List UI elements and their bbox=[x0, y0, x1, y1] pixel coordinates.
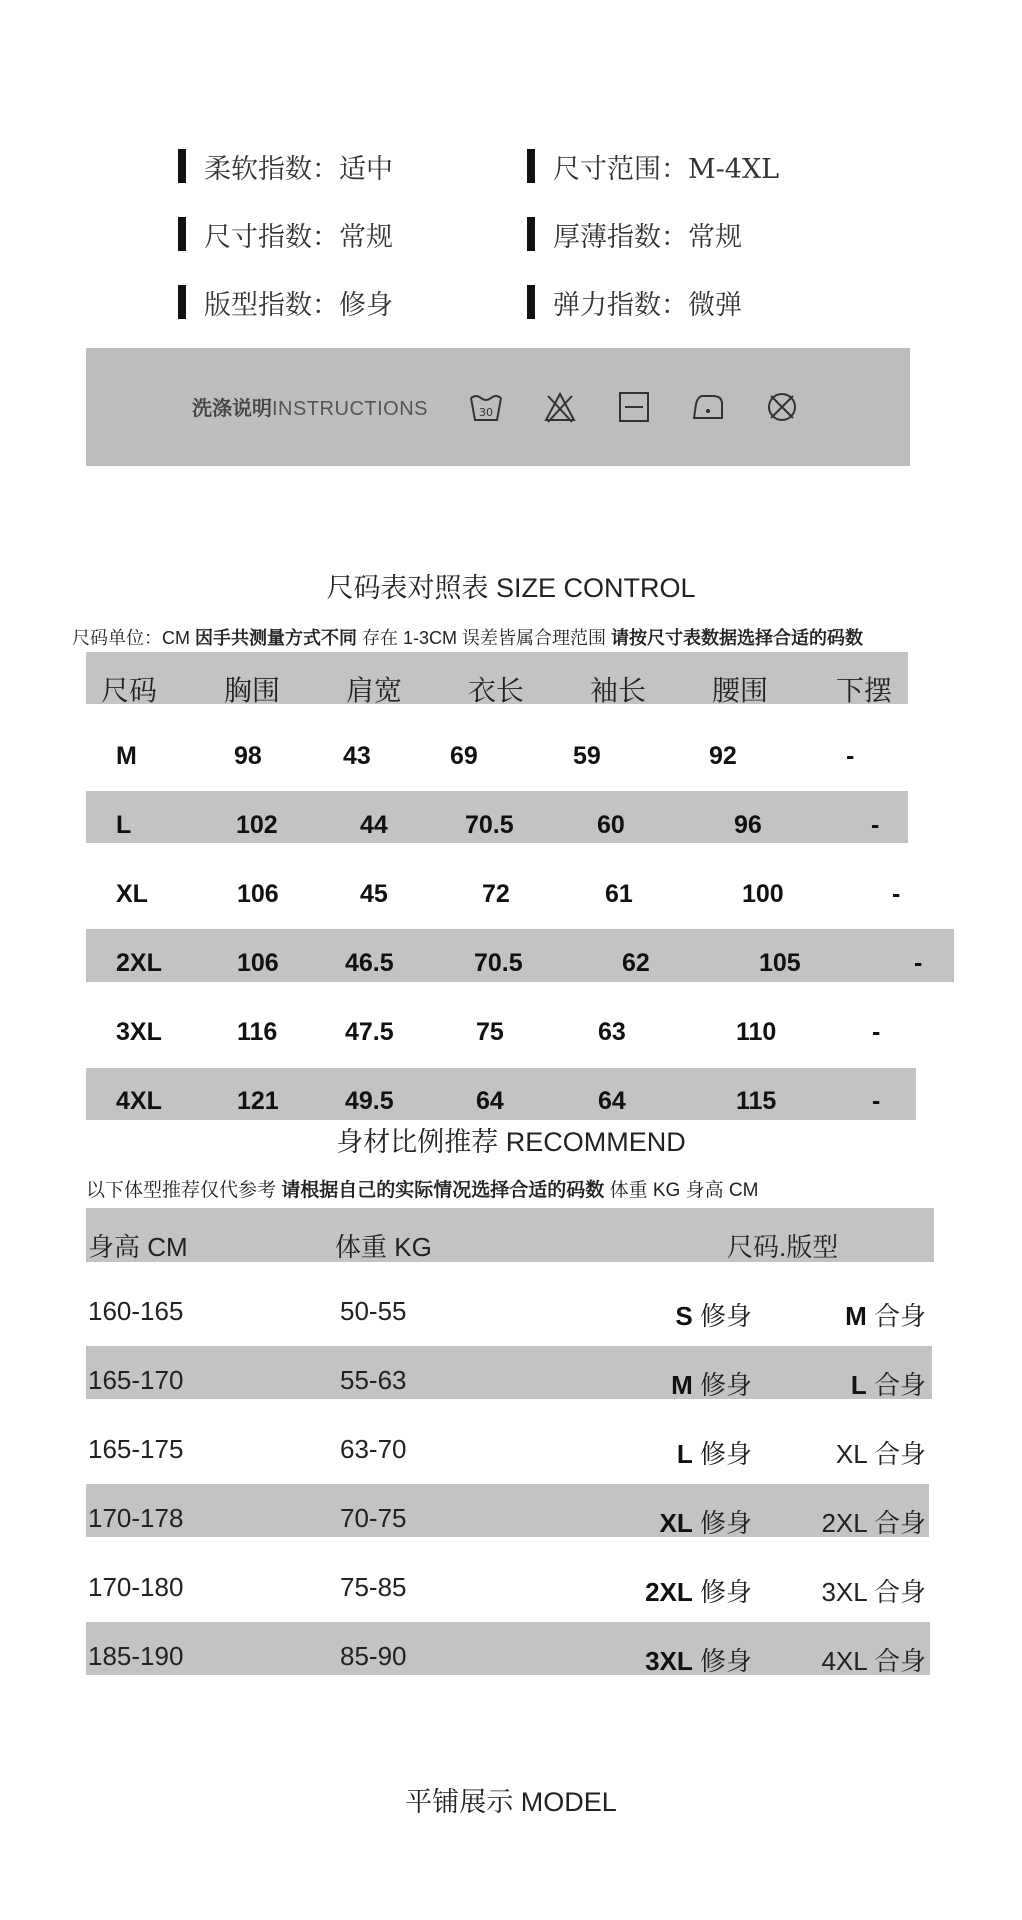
recommend-row-band bbox=[86, 1346, 932, 1399]
recommend-title: 身材比例推荐 RECOMMEND bbox=[336, 1127, 686, 1157]
size-header-cell: 腰围 bbox=[712, 674, 769, 707]
no-bleach-icon bbox=[543, 390, 577, 424]
size-cell: 121 bbox=[237, 1087, 279, 1115]
height-cell: 170-178 bbox=[88, 1503, 184, 1533]
regular-size: L bbox=[850, 1370, 867, 1400]
regular-label: 合身 bbox=[866, 1370, 926, 1400]
size-cell: 61 bbox=[605, 880, 633, 908]
height-cell: 185-190 bbox=[88, 1641, 184, 1671]
slim-label: 修身 bbox=[692, 1577, 752, 1607]
slim-fit-cell bbox=[645, 1572, 752, 1609]
size-cell: M bbox=[116, 742, 137, 770]
bullet-bar bbox=[178, 217, 186, 251]
wash-label-cn: 洗涤说明 bbox=[192, 398, 272, 420]
size-cell: 46.5 bbox=[345, 949, 394, 977]
note-choose: 请按尺寸表数据选择合适的码数 bbox=[611, 628, 864, 648]
weight-cell: 85-90 bbox=[340, 1641, 407, 1671]
recommend-row-band bbox=[86, 1622, 930, 1675]
size-cell: 116 bbox=[237, 1018, 278, 1046]
size-cell: 47.5 bbox=[345, 1018, 394, 1046]
size-cell: 69 bbox=[450, 742, 478, 770]
size-cell: 70.5 bbox=[465, 811, 514, 839]
size-cell: 98 bbox=[234, 742, 262, 770]
regular-fit-cell bbox=[836, 1434, 926, 1471]
regular-size: 3XL bbox=[821, 1577, 867, 1607]
bullet-bar bbox=[527, 285, 535, 319]
attribute-thickness bbox=[527, 214, 742, 254]
recommend-header-cell: 身高 CM bbox=[88, 1232, 188, 1262]
attribute-label: 尺寸范围：M-4XL bbox=[553, 153, 780, 185]
recommend-row-band bbox=[86, 1484, 929, 1537]
slim-size: XL bbox=[659, 1508, 693, 1538]
size-cell: 106 bbox=[237, 880, 279, 908]
slim-size: M bbox=[671, 1370, 693, 1400]
slim-fit-cell bbox=[677, 1434, 752, 1471]
slim-fit-cell bbox=[660, 1503, 752, 1540]
weight-cell: 63-70 bbox=[340, 1434, 407, 1464]
regular-fit-cell bbox=[845, 1296, 926, 1333]
note-choose-size: 请根据自己的实际情况选择合适的码数 bbox=[281, 1180, 605, 1201]
regular-size: 2XL bbox=[821, 1508, 867, 1538]
size-cell: 72 bbox=[482, 880, 510, 908]
size-cell: - bbox=[872, 1018, 881, 1046]
regular-label: 合身 bbox=[866, 1508, 926, 1538]
slim-size: L bbox=[676, 1439, 693, 1469]
wash-label-en: INSTRUCTIONS bbox=[272, 398, 428, 420]
size-cell: - bbox=[871, 811, 880, 839]
regular-fit-cell bbox=[821, 1572, 926, 1609]
recommend-header-cell: 体重 KG bbox=[335, 1232, 432, 1262]
slim-size: 2XL bbox=[645, 1577, 693, 1607]
attribute-label: 厚薄指数：常规 bbox=[553, 221, 742, 253]
regular-fit-cell bbox=[821, 1641, 926, 1678]
regular-size: 4XL bbox=[821, 1646, 867, 1676]
attribute-softness bbox=[178, 146, 393, 186]
recommend-header-cell: 尺码.版型 bbox=[727, 1232, 839, 1262]
note-unit: 尺码单位：CM bbox=[72, 628, 195, 648]
size-header-cell: 袖长 bbox=[590, 674, 647, 707]
weight-cell: 70-75 bbox=[340, 1503, 407, 1533]
size-cell: 115 bbox=[736, 1087, 777, 1115]
note-error: 存在 1-3CM 误差皆属合理范围 bbox=[357, 628, 612, 648]
bullet-bar bbox=[178, 285, 186, 319]
size-cell: XL bbox=[116, 880, 148, 908]
regular-label: 合身 bbox=[866, 1439, 926, 1469]
regular-size: M bbox=[845, 1301, 867, 1331]
size-header-cell: 尺码 bbox=[101, 674, 158, 707]
note-measure: 因手共测量方式不同 bbox=[195, 628, 357, 648]
weight-cell: 55-63 bbox=[340, 1365, 407, 1395]
regular-label: 合身 bbox=[866, 1577, 926, 1607]
size-header-cell: 衣长 bbox=[468, 674, 525, 707]
size-cell: 92 bbox=[709, 742, 737, 770]
size-cell: 106 bbox=[237, 949, 279, 977]
dry-flat-icon bbox=[617, 390, 651, 424]
size-cell: 45 bbox=[360, 880, 388, 908]
wash-30-icon bbox=[469, 390, 503, 424]
size-cell: 75 bbox=[476, 1018, 504, 1046]
regular-label: 合身 bbox=[866, 1301, 926, 1331]
size-cell: 96 bbox=[734, 811, 762, 839]
size-cell: 102 bbox=[236, 811, 278, 839]
wash-label bbox=[192, 392, 428, 421]
height-cell: 165-175 bbox=[88, 1434, 184, 1464]
size-cell: 63 bbox=[598, 1018, 626, 1046]
height-cell: 170-180 bbox=[88, 1572, 184, 1602]
slim-label: 修身 bbox=[692, 1301, 752, 1331]
attribute-label: 弹力指数：微弹 bbox=[553, 289, 742, 321]
size-table-note bbox=[72, 624, 863, 650]
size-cell: 49.5 bbox=[345, 1087, 394, 1115]
attribute-size-index bbox=[178, 214, 393, 254]
weight-cell: 75-85 bbox=[340, 1572, 407, 1602]
size-table-title: 尺码表对照表 SIZE CONTROL bbox=[326, 573, 696, 603]
size-cell: 64 bbox=[598, 1087, 626, 1115]
height-cell: 160-165 bbox=[88, 1296, 184, 1326]
attribute-label: 版型指数：修身 bbox=[204, 289, 393, 321]
regular-fit-cell bbox=[851, 1365, 926, 1402]
slim-label: 修身 bbox=[692, 1508, 752, 1538]
note-reference: 以下体型推荐仅代参考 bbox=[86, 1180, 282, 1201]
size-cell: - bbox=[846, 742, 855, 770]
attribute-size-range bbox=[527, 146, 779, 186]
slim-label: 修身 bbox=[692, 1370, 752, 1400]
regular-label: 合身 bbox=[866, 1646, 926, 1676]
slim-label: 修身 bbox=[692, 1646, 752, 1676]
size-cell: 2XL bbox=[116, 949, 162, 977]
attribute-fit bbox=[178, 282, 393, 322]
attribute-stretch bbox=[527, 282, 742, 322]
note-units: 体重 KG 身高 CM bbox=[604, 1180, 759, 1201]
height-cell: 165-170 bbox=[88, 1365, 184, 1395]
size-cell: 44 bbox=[360, 811, 388, 839]
attribute-label: 柔软指数：适中 bbox=[204, 153, 393, 185]
slim-fit-cell bbox=[671, 1365, 752, 1402]
bullet-bar bbox=[527, 149, 535, 183]
size-cell: 105 bbox=[759, 949, 801, 977]
regular-size: XL bbox=[835, 1439, 867, 1469]
bullet-bar bbox=[527, 217, 535, 251]
slim-label: 修身 bbox=[692, 1439, 752, 1469]
attribute-label: 尺寸指数：常规 bbox=[204, 221, 393, 253]
size-header-cell: 胸围 bbox=[224, 674, 281, 707]
wash-instructions-band bbox=[86, 348, 910, 466]
size-cell: 110 bbox=[736, 1018, 777, 1046]
size-header-cell: 下摆 bbox=[836, 674, 893, 707]
wash-temp-label: 30 bbox=[479, 406, 493, 419]
size-cell: - bbox=[914, 949, 923, 977]
slim-size: 3XL bbox=[645, 1646, 693, 1676]
slim-size: S bbox=[675, 1301, 693, 1331]
recommend-note bbox=[86, 1175, 758, 1202]
model-title: 平铺展示 MODEL bbox=[405, 1787, 617, 1817]
size-cell: 64 bbox=[476, 1087, 504, 1115]
slim-fit-cell bbox=[645, 1641, 752, 1678]
iron-low-icon bbox=[691, 390, 725, 424]
weight-cell: 50-55 bbox=[340, 1296, 407, 1326]
size-cell: L bbox=[116, 811, 132, 839]
size-cell: 43 bbox=[343, 742, 371, 770]
size-header-cell: 肩宽 bbox=[346, 674, 403, 707]
regular-fit-cell bbox=[821, 1503, 926, 1540]
size-cell: - bbox=[872, 1087, 881, 1115]
size-cell: 62 bbox=[622, 949, 650, 977]
size-cell: 60 bbox=[597, 811, 625, 839]
size-cell: 100 bbox=[742, 880, 784, 908]
no-dry-clean-icon bbox=[765, 390, 799, 424]
slim-fit-cell bbox=[675, 1296, 752, 1333]
size-cell: 4XL bbox=[116, 1087, 162, 1115]
size-cell: 3XL bbox=[116, 1018, 162, 1046]
size-cell: 59 bbox=[573, 742, 601, 770]
size-cell: - bbox=[892, 880, 901, 908]
size-cell: 70.5 bbox=[474, 949, 523, 977]
bullet-bar bbox=[178, 149, 186, 183]
